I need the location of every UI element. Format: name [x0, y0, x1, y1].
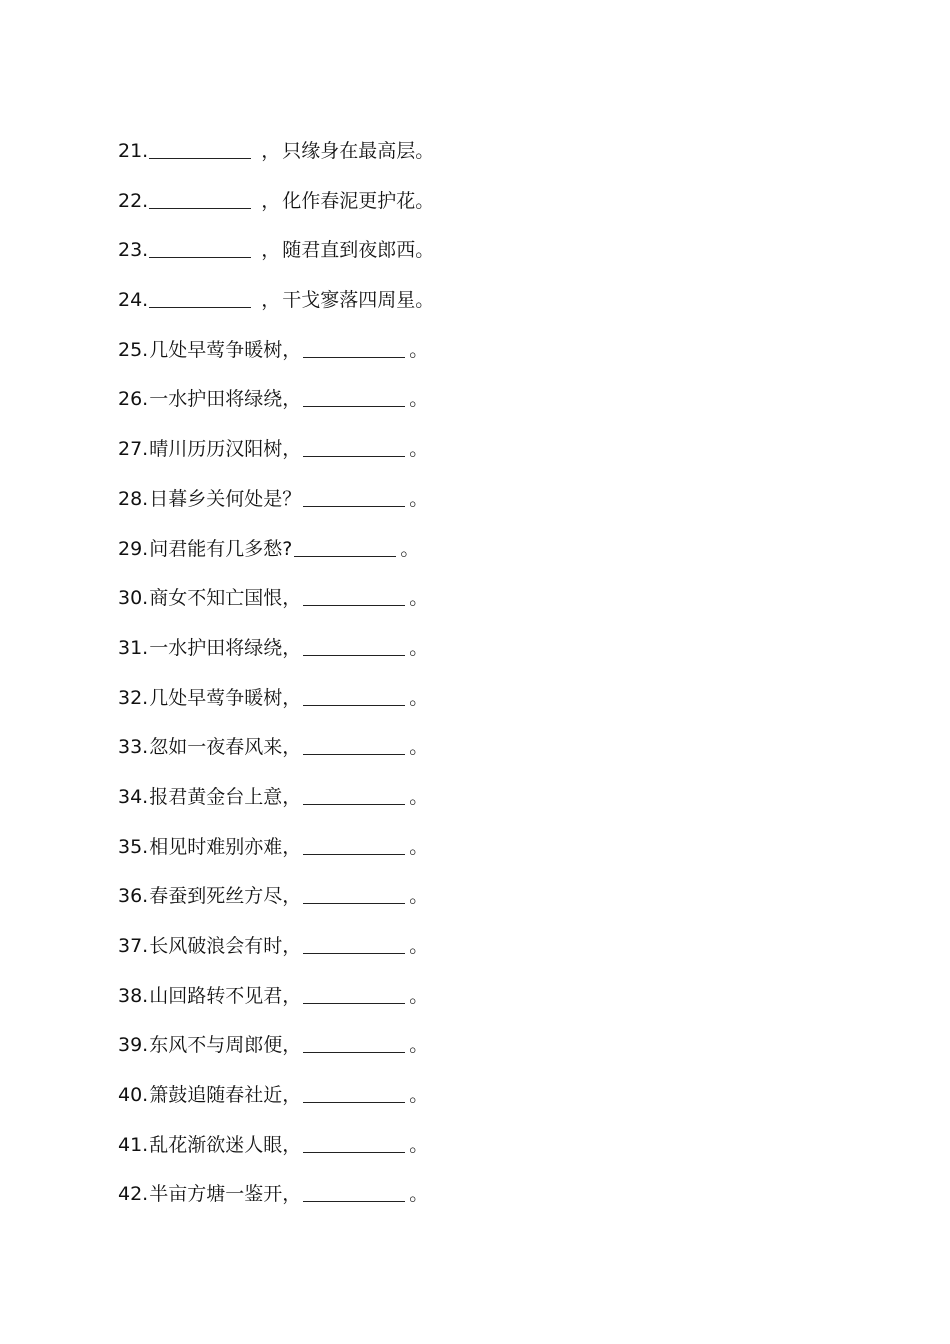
question-separator: ，: [282, 338, 302, 361]
question-prefix-text: 几处早莺争暖树: [149, 338, 283, 361]
question-number: 31.: [118, 636, 149, 659]
answer-blank[interactable]: [303, 981, 405, 1004]
question-suffix-text: 。: [409, 438, 429, 461]
question-suffix-text: 。: [409, 686, 429, 709]
answer-blank[interactable]: [149, 186, 251, 209]
question-item: [118, 235, 434, 285]
answer-blank[interactable]: [303, 881, 405, 904]
question-separator: ，: [282, 388, 302, 411]
question-item: [118, 732, 434, 782]
answer-blank[interactable]: [303, 832, 405, 855]
question-number: 30.: [118, 587, 149, 610]
answer-blank[interactable]: [303, 1179, 405, 1202]
question-prefix-text: 东风不与周郎便: [149, 1034, 283, 1057]
question-prefix-text: 晴川历历汉阳树: [149, 438, 283, 461]
question-separator: ，: [282, 1183, 302, 1206]
question-item: [118, 285, 434, 335]
answer-blank[interactable]: [303, 335, 405, 358]
question-separator: ，: [282, 686, 302, 709]
question-prefix-text: 一水护田将绿绕: [149, 388, 283, 411]
question-separator: ，: [282, 1133, 302, 1156]
question-number: 37.: [118, 935, 149, 957]
question-number: 32.: [118, 686, 149, 709]
question-item: [118, 981, 434, 1031]
answer-blank[interactable]: [303, 732, 405, 755]
question-number: 35.: [118, 835, 149, 858]
question-separator: ?: [282, 537, 293, 560]
answer-blank[interactable]: [149, 136, 251, 159]
question-separator: ，: [282, 1084, 302, 1107]
question-item: [118, 832, 434, 882]
question-number: 26.: [118, 388, 149, 411]
answer-blank[interactable]: [303, 1130, 405, 1153]
answer-blank[interactable]: [303, 931, 405, 954]
question-prefix-text: 相见时难别亦难: [149, 835, 283, 858]
question-number: 38.: [118, 984, 149, 1007]
question-suffix-text: 干戈寥落四周星。: [282, 289, 435, 312]
question-suffix-text: 。: [409, 984, 429, 1007]
question-number: 28.: [118, 487, 149, 510]
question-suffix-text: 只缘身在最高层。: [282, 140, 435, 162]
answer-blank[interactable]: [303, 583, 405, 606]
question-item: [118, 1179, 434, 1229]
question-suffix-text: 随君直到夜郎西。: [282, 239, 435, 262]
question-item: [118, 136, 434, 186]
question-suffix-text: 。: [409, 1183, 429, 1206]
question-suffix-text: 。: [400, 537, 420, 560]
question-suffix-text: 。: [409, 885, 429, 908]
question-number: 33.: [118, 736, 149, 759]
question-separator: ，: [261, 239, 281, 262]
question-separator: ？: [282, 487, 302, 510]
question-number: 23.: [118, 239, 149, 262]
question-prefix-text: 问君能有几多愁: [149, 537, 283, 560]
answer-blank[interactable]: [149, 285, 251, 308]
question-separator: ，: [282, 438, 302, 461]
question-suffix-text: 。: [409, 587, 429, 610]
question-item: [118, 683, 434, 733]
answer-blank[interactable]: [149, 235, 251, 258]
question-separator: ，: [282, 885, 302, 908]
question-item: [118, 335, 434, 385]
question-number: 27.: [118, 438, 149, 461]
question-suffix-text: 化作春泥更护花。: [282, 189, 435, 212]
question-suffix-text: 。: [409, 835, 429, 858]
answer-blank[interactable]: [303, 1080, 405, 1103]
question-suffix-text: 。: [409, 935, 429, 957]
question-separator: ，: [282, 835, 302, 858]
question-prefix-text: 忽如一夜春风来: [149, 736, 283, 759]
question-separator: ，: [282, 1034, 302, 1057]
question-prefix-text: 半亩方塘一鉴开: [149, 1183, 283, 1206]
question-number: 29.: [118, 537, 149, 560]
question-prefix-text: 乱花渐欲迷人眼: [149, 1133, 283, 1156]
question-item: [118, 186, 434, 236]
question-number: 41.: [118, 1133, 149, 1156]
question-number: 39.: [118, 1034, 149, 1057]
question-separator: ，: [261, 140, 281, 162]
question-prefix-text: 报君黄金台上意: [149, 785, 283, 808]
question-prefix-text: 日暮乡关何处是: [149, 487, 283, 510]
question-number: 42.: [118, 1183, 149, 1206]
question-item: [118, 782, 434, 832]
question-suffix-text: 。: [409, 785, 429, 808]
answer-blank[interactable]: [294, 534, 396, 557]
question-number: 34.: [118, 785, 149, 808]
answer-blank[interactable]: [303, 434, 405, 457]
question-item: [118, 1030, 434, 1080]
question-item: [118, 1080, 434, 1130]
question-prefix-text: 长风破浪会有时: [149, 935, 283, 957]
question-number: 22.: [118, 189, 149, 212]
question-suffix-text: 。: [409, 1133, 429, 1156]
answer-blank[interactable]: [303, 633, 405, 656]
question-list: [118, 136, 434, 1229]
answer-blank[interactable]: [303, 484, 405, 507]
answer-blank[interactable]: [303, 384, 405, 407]
question-item: [118, 1130, 434, 1180]
answer-blank[interactable]: [303, 1030, 405, 1053]
question-prefix-text: 春蚕到死丝方尽: [149, 885, 283, 908]
question-prefix-text: 一水护田将绿绕: [149, 636, 283, 659]
answer-blank[interactable]: [303, 683, 405, 706]
question-suffix-text: 。: [409, 388, 429, 411]
answer-blank[interactable]: [303, 782, 405, 805]
question-prefix-text: 山回路转不见君: [149, 984, 283, 1007]
question-number: 40.: [118, 1084, 149, 1107]
question-suffix-text: 。: [409, 1084, 429, 1107]
question-item: [118, 484, 434, 534]
question-number: 24.: [118, 289, 149, 312]
question-separator: ，: [282, 935, 302, 957]
question-item: [118, 534, 434, 584]
question-suffix-text: 。: [409, 636, 429, 659]
question-item: [118, 384, 434, 434]
question-suffix-text: 。: [409, 1034, 429, 1057]
question-number: 21.: [118, 140, 149, 162]
question-suffix-text: 。: [409, 487, 429, 510]
question-separator: ，: [282, 736, 302, 759]
question-separator: ，: [282, 636, 302, 659]
question-suffix-text: 。: [409, 736, 429, 759]
question-item: [118, 881, 434, 931]
question-separator: ，: [282, 587, 302, 610]
question-number: 36.: [118, 885, 149, 908]
question-separator: ，: [282, 785, 302, 808]
question-number: 25.: [118, 338, 149, 361]
question-separator: ，: [261, 289, 281, 312]
question-item: [118, 633, 434, 683]
question-suffix-text: 。: [409, 338, 429, 361]
question-prefix-text: 商女不知亡国恨: [149, 587, 283, 610]
question-item: [118, 583, 434, 633]
question-prefix-text: 箫鼓追随春社近: [149, 1084, 283, 1107]
question-prefix-text: 几处早莺争暖树: [149, 686, 283, 709]
question-item: [118, 434, 434, 484]
question-separator: ，: [282, 984, 302, 1007]
question-item: [118, 931, 434, 981]
question-separator: ，: [261, 189, 281, 212]
